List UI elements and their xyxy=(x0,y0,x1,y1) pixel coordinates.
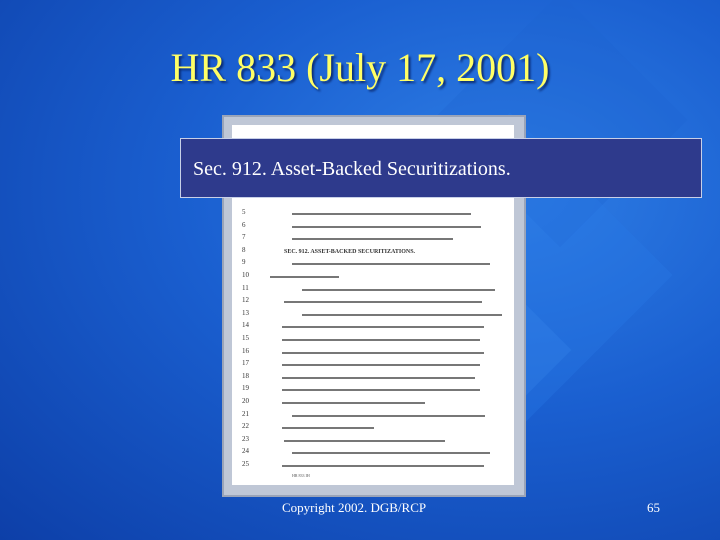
document-line-number: 18 xyxy=(242,371,249,380)
page-number: 65 xyxy=(647,500,660,515)
document-text-line xyxy=(292,238,453,240)
document-text-line xyxy=(302,289,495,291)
document-text-line xyxy=(292,452,490,454)
document-line-number: 24 xyxy=(242,447,249,456)
document-text-line xyxy=(282,339,480,341)
document-line-number: 13 xyxy=(242,308,249,317)
document-line-number: 6 xyxy=(242,220,246,229)
document-line-number: 20 xyxy=(242,397,249,405)
document-text-line xyxy=(292,415,485,417)
document-text-line xyxy=(292,263,490,265)
document-text-line xyxy=(282,427,374,429)
document-line-number: 5 xyxy=(242,208,246,216)
document-line-number: 9 xyxy=(242,258,246,267)
document-line-number: 8 xyxy=(242,245,246,254)
document-line-number: 22 xyxy=(242,422,249,431)
document-line-number: 25 xyxy=(242,460,249,468)
document-line-number: 15 xyxy=(242,334,249,342)
document-footer-mark: HR 833 IH xyxy=(292,473,310,478)
document-text-line xyxy=(292,213,471,215)
document-text-line xyxy=(282,377,475,379)
document-line-number: 11 xyxy=(242,283,249,292)
document-line-number: 10 xyxy=(242,271,249,279)
document-line-number: 14 xyxy=(242,321,249,330)
document-line-number: 16 xyxy=(242,346,249,355)
document-line-number: 7 xyxy=(242,233,246,242)
document-line-number: 17 xyxy=(242,359,249,368)
document-line-number: 23 xyxy=(242,434,249,443)
document-line-number: 19 xyxy=(242,384,249,393)
document-text-line xyxy=(282,402,425,404)
document-line-number: 21 xyxy=(242,409,249,418)
document-text-line xyxy=(292,226,481,228)
document-text-line xyxy=(284,301,482,303)
document-section-heading: SEC. 912. ASSET-BACKED SECURITIZATIONS. xyxy=(284,249,416,255)
document-text-line xyxy=(282,326,484,328)
document-line-number: 12 xyxy=(242,296,249,305)
document-text-line xyxy=(282,364,480,366)
section-caption: Sec. 912. Asset-Backed Securitizations. xyxy=(180,138,702,198)
document-text-line xyxy=(282,352,484,354)
slide-title: HR 833 (July 17, 2001) xyxy=(170,45,550,90)
document-text-line xyxy=(270,276,339,278)
copyright-footer: Copyright 2002. DGB/RCP xyxy=(282,500,427,515)
document-text-line xyxy=(302,314,502,316)
document-text-line xyxy=(282,465,484,467)
document-text-line xyxy=(282,389,480,391)
document-text-line xyxy=(284,440,445,442)
